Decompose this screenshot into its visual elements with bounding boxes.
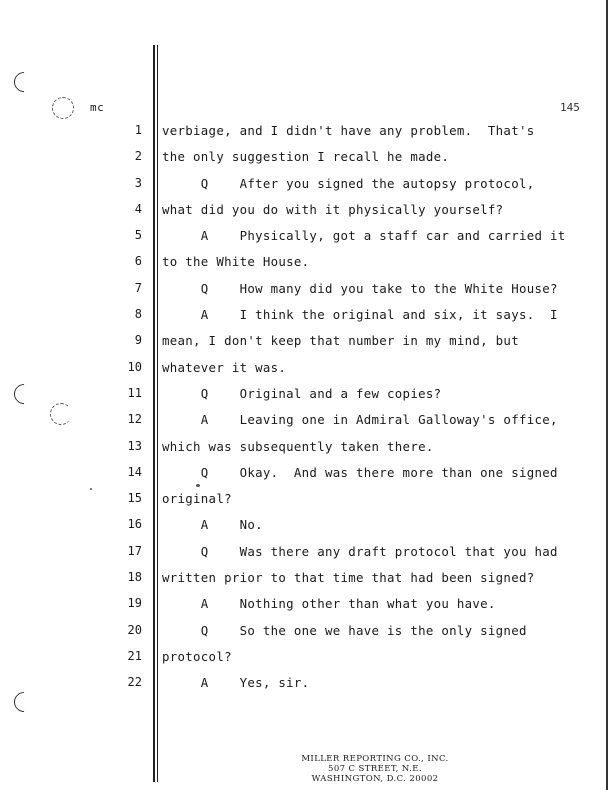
line-number: 11 (127, 385, 142, 400)
transcript-line (0, 486, 600, 512)
transcript-lines (0, 118, 600, 697)
line-number: 5 (134, 228, 142, 243)
transcript-line (0, 197, 600, 223)
line-text: A Nothing other than what you have. (162, 596, 496, 612)
footer-street: 507 C STREET, N.E. (328, 764, 422, 774)
line-number: 22 (127, 675, 142, 690)
footer-city: WASHINGTON, D.C. 20002 (311, 774, 439, 784)
line-number: 9 (134, 333, 142, 348)
page-edge-rule (606, 0, 608, 790)
transcript-line (0, 355, 600, 381)
line-number: 8 (134, 307, 142, 322)
line-number: 2 (134, 149, 142, 164)
transcript-line (0, 512, 600, 538)
ink-speck (196, 484, 200, 487)
transcript-line (0, 144, 600, 170)
line-text: Q After you signed the autopsy protocol, (162, 175, 535, 191)
line-number: 15 (127, 491, 142, 506)
line-text: the only suggestion I recall he made. (162, 149, 450, 165)
transcript-line (0, 460, 600, 486)
footer-company: MILLER REPORTING CO., INC. (301, 754, 449, 764)
line-number: 12 (127, 412, 142, 427)
line-text: which was subsequently taken there. (162, 438, 434, 454)
transcript-line (0, 171, 600, 197)
transcript-line (0, 249, 600, 275)
line-text: A No. (162, 517, 263, 533)
transcript-line (0, 223, 600, 249)
line-text: mean, I don't keep that number in my mind, but (162, 333, 519, 349)
transcript-line (0, 618, 600, 644)
transcript-line (0, 381, 600, 407)
line-number: 18 (127, 570, 142, 585)
line-text: A Yes, sir. (162, 675, 310, 691)
line-text: A Leaving one in Admiral Galloway's office, (162, 412, 558, 428)
line-number: 10 (127, 359, 142, 374)
transcript-line (0, 276, 600, 302)
reporter-initials: mc (90, 101, 105, 114)
line-number: 13 (127, 438, 142, 453)
transcript-line (0, 407, 600, 433)
line-number: 16 (127, 517, 142, 532)
line-number: 4 (134, 201, 142, 216)
line-text: A Physically, got a staff car and carried it (162, 228, 566, 244)
line-number: 21 (127, 648, 142, 663)
line-text: Q Was there any draft protocol that you had (162, 543, 558, 559)
line-number: 7 (134, 280, 142, 295)
line-text: Q How many did you take to the White House? (162, 280, 558, 296)
ink-speck (90, 488, 92, 490)
binder-hole-circle-top (52, 97, 74, 119)
transcript-line (0, 539, 600, 565)
line-number: 3 (134, 175, 142, 190)
transcript-line (0, 670, 600, 696)
transcript-line (0, 434, 600, 460)
line-number: 6 (134, 254, 142, 269)
line-number: 19 (127, 596, 142, 611)
line-text: written prior to that time that had been signed? (162, 570, 535, 586)
transcript-line (0, 565, 600, 591)
transcript-line (0, 591, 600, 617)
transcript-line (0, 118, 600, 144)
reporting-company-footer (270, 754, 480, 784)
line-text: whatever it was. (162, 359, 287, 375)
line-number: 17 (127, 543, 142, 558)
line-number: 14 (127, 464, 142, 479)
line-text: verbiage, and I didn't have any problem. That's (162, 123, 535, 138)
line-text: protocol? (162, 648, 232, 664)
page-number: 145 (560, 101, 580, 114)
line-text: A I think the original and six, it says. I (162, 307, 558, 323)
line-text: Q Okay. And was there more than one signed (162, 464, 558, 480)
line-number: 1 (134, 123, 142, 137)
transcript-line (0, 328, 600, 354)
line-text: original? (162, 491, 232, 507)
binder-hole-mark-top (10, 68, 38, 96)
line-text: Q Original and a few copies? (162, 385, 442, 401)
transcript-line (0, 302, 600, 328)
line-text: Q So the one we have is the only signed (162, 622, 527, 638)
line-text: to the White House. (162, 254, 310, 270)
line-number: 20 (127, 622, 142, 637)
transcript-line (0, 644, 600, 670)
line-text: what did you do with it physically yourself? (162, 201, 504, 217)
